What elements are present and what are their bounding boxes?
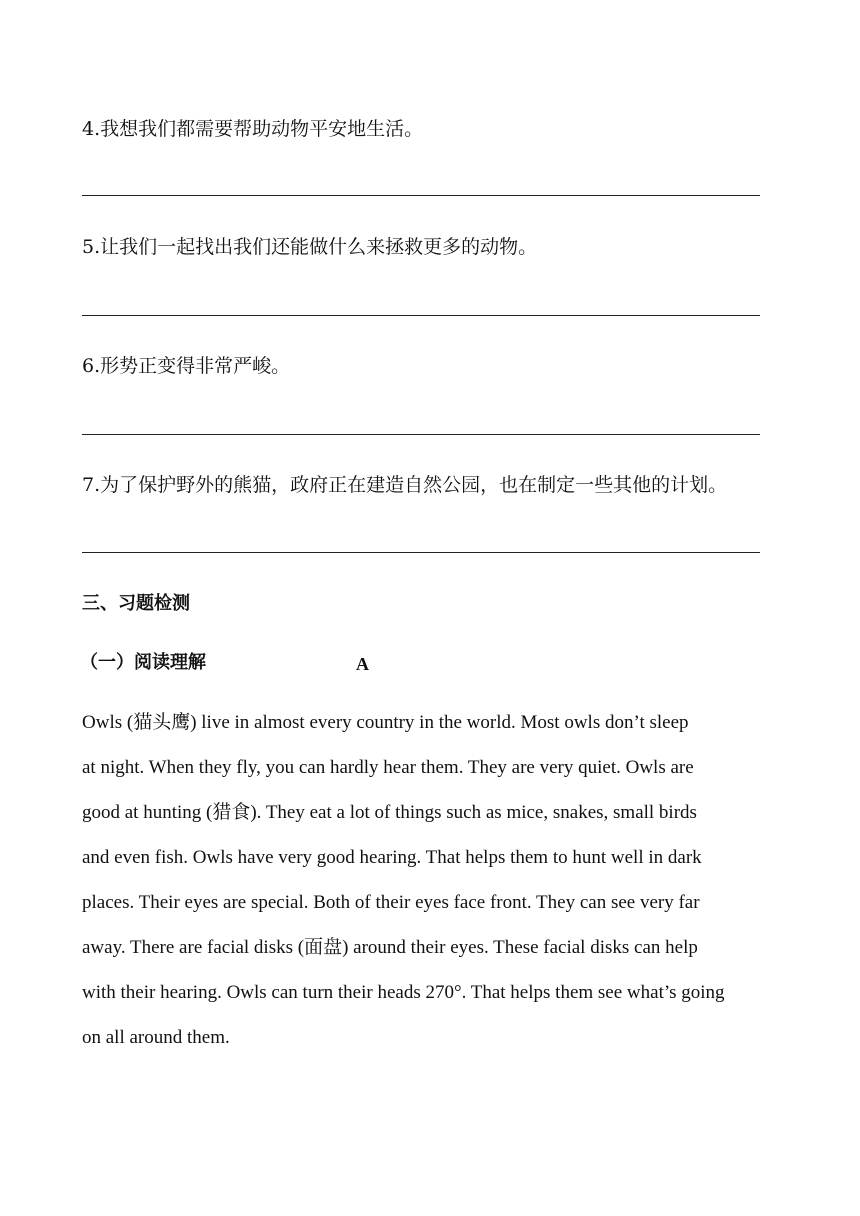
- answer-line: [82, 552, 760, 553]
- passage-line: at night. When they fly, you can hardly hear them. They are very quiet. Owls are: [82, 757, 694, 778]
- passage-line: on all around them.: [82, 1027, 230, 1048]
- passage-line: and even fish. Owls have very good hearing. That helps them to hunt well in dark: [82, 847, 702, 868]
- section-heading: 三、习题检测: [82, 593, 190, 614]
- passage-line: good at hunting (猎食). They eat a lot of things such as mice, snakes, small birds: [82, 802, 697, 823]
- answer-line: [82, 315, 760, 316]
- passage-line: places. Their eyes are special. Both of their eyes face front. They can see very far: [82, 892, 700, 913]
- passage-line: away. There are facial disks (面盘) around their eyes. These facial disks can help: [82, 937, 698, 958]
- item-prompt: 5.让我们一起找出我们还能做什么来拯救更多的动物。: [82, 236, 538, 258]
- item-prompt: 7.为了保护野外的熊猫，政府正在建造自然公园，也在制定一些其他的计划。: [82, 474, 728, 496]
- passage-line: Owls (猫头鹰) live in almost every country in the world. Most owls don’t sleep: [82, 712, 689, 733]
- answer-line: [82, 195, 760, 196]
- item-prompt: 4.我想我们都需要帮助动物平安地生活。: [82, 118, 424, 140]
- item-prompt: 6.形势正变得非常严峻。: [82, 355, 291, 377]
- answer-line: [82, 434, 760, 435]
- passage-label: A: [356, 654, 369, 674]
- sub-heading: （一）阅读理解: [80, 652, 206, 673]
- passage-line: with their hearing. Owls can turn their heads 270°. That helps them see what’s going: [82, 982, 725, 1003]
